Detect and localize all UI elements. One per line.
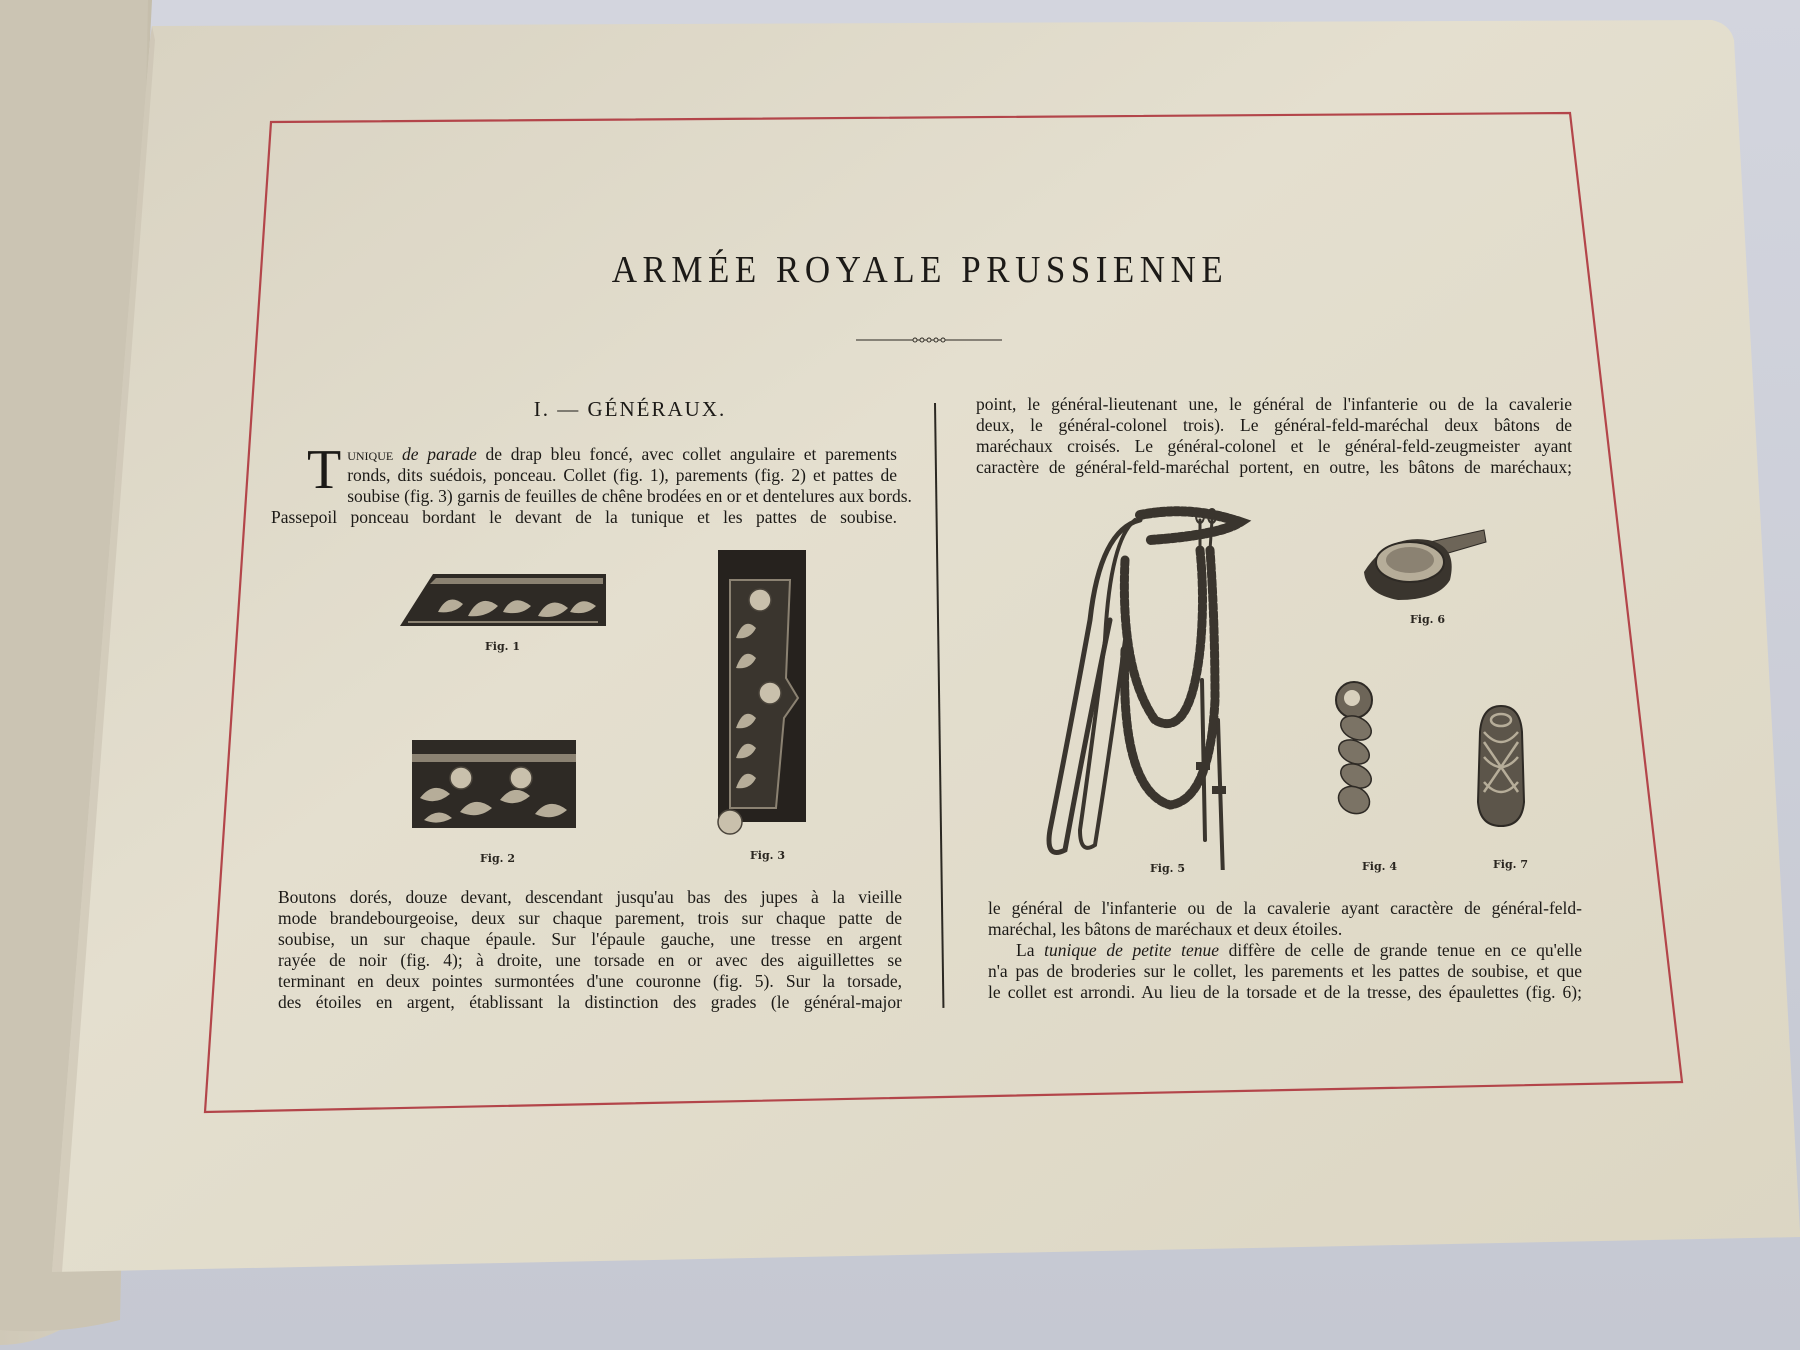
smallcaps-word: unique — [347, 444, 394, 464]
italic-phrase: de parade — [401, 444, 477, 464]
text-line: point, le général-lieutenant une, le général de l'infanterie ou de la cavalerie — [976, 394, 1572, 414]
right-top-paragraph — [976, 394, 1572, 478]
intro-paragraph — [271, 439, 912, 528]
text-line: soubise (fig. 3) garnis de feuilles de chêne brodées en or et dentelures aux bords. — [347, 486, 912, 506]
left-body-paragraph — [278, 887, 902, 1013]
text-line: le général de l'infanterie ou de la cavalerie ayant caractère de général-feld- — [988, 898, 1582, 918]
text-line: soubise, un sur chaque épaule. Sur l'épaule gauche, une tresse en argent — [278, 929, 902, 949]
fig4-label: Fig. 4 — [1362, 860, 1397, 873]
fig7-label: Fig. 7 — [1493, 858, 1528, 871]
text-line: ronds, dits suédois, ponceau. Collet (fig. 1), parements (fig. 2) et pattes de — [347, 465, 897, 485]
page-title: ARMÉE ROYALE PRUSSIENNE — [611, 249, 1229, 291]
text-line: des étoiles en argent, établissant la distinction des grades (le général-major — [278, 992, 902, 1012]
fig4-shoulder-cord-illustration — [1330, 680, 1382, 828]
text-line: Passepoil ponceau bordant le devant de la tunique et les pattes de soubise. — [271, 507, 897, 527]
drop-cap: T — [307, 439, 342, 501]
fig6-epaulette-illustration — [1358, 528, 1488, 604]
fig3-soubise-illustration — [714, 548, 810, 838]
fig3-label: Fig. 3 — [750, 849, 785, 862]
text-line: caractère de général-feld-maréchal portent, en outre, les bâtons de maréchaux; — [976, 457, 1572, 477]
section-heading: I. — GÉNÉRAUX. — [533, 397, 727, 421]
column-divider — [934, 403, 944, 1008]
text-line: rayée de noir (fig. 4); à droite, une torsade en or avec des aiguillettes se — [278, 950, 902, 970]
fig2-cuff-illustration — [410, 738, 578, 830]
fig6-label: Fig. 6 — [1410, 613, 1445, 626]
text-run: La — [1016, 940, 1045, 960]
fig1-collar-illustration — [398, 572, 608, 628]
fig5-label: Fig. 5 — [1150, 862, 1185, 875]
fig2-label: Fig. 2 — [480, 852, 515, 865]
text-line: mode brandebourgeoise, deux sur chaque parement, trois sur chaque patte de — [278, 908, 902, 928]
fig5-aiguillettes-illustration — [1040, 500, 1265, 870]
italic-phrase: tunique de petite tenue — [1044, 940, 1219, 960]
text-line: Boutons dorés, douze devant, descendant jusqu'au bas des jupes à la vieille — [278, 887, 902, 907]
text-line: terminant en deux pointes surmontées d'une couronne (fig. 5). Sur la torsade, — [278, 971, 902, 991]
text-line: deux, le général-colonel trois). Le général-feld-maréchal deux bâtons de — [976, 415, 1572, 435]
text-line: de drap bleu foncé, avec collet angulaire et parements — [476, 444, 897, 464]
text-line: maréchaux croisés. Le général-colonel et le général-feld-zeugmeister ayant — [976, 436, 1572, 456]
fig7-braided-board-illustration — [1472, 702, 1530, 830]
text-run: diffère de celle de grande tenue en ce qu'elle — [1218, 940, 1582, 960]
right-bottom-paragraph — [988, 898, 1582, 1003]
title-ornament-icon — [856, 336, 1002, 344]
text-line: n'a pas de broderies sur le collet, les parements et les pattes de soubise, et que — [988, 961, 1582, 981]
text-line: maréchal, les bâtons de maréchaux et deux étoiles. — [988, 919, 1343, 939]
text-line: le collet est arrondi. Au lieu de la torsade et de la tresse, des épaulettes (fig. 6); — [988, 982, 1582, 1002]
fig1-label: Fig. 1 — [485, 640, 520, 653]
